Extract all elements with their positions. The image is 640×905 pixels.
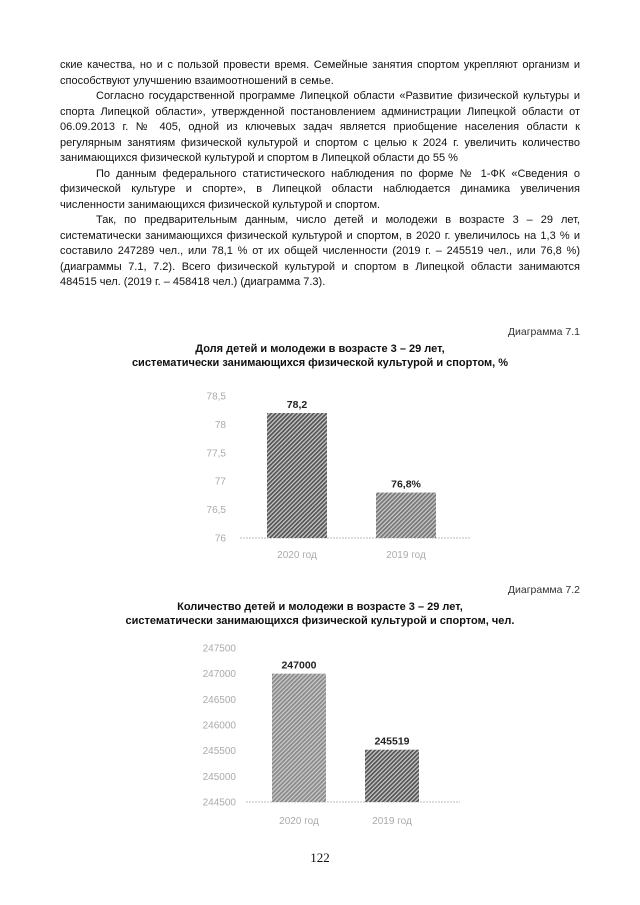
x-category-label: 2019 год bbox=[372, 816, 412, 827]
chart-title-7-2 bbox=[60, 600, 580, 628]
y-tick-label: 78,5 bbox=[206, 391, 226, 403]
paragraph: ские качества, но и с пользой провести время. Семейные занятия спортом укрепляют организм и способствуют улучшению взаимоотношений в семье. bbox=[60, 59, 580, 87]
x-category-label: 2020 год bbox=[277, 550, 317, 561]
y-tick-label: 246500 bbox=[202, 694, 236, 706]
bar-2019-год bbox=[376, 493, 436, 538]
body-text bbox=[60, 58, 580, 291]
y-tick-label: 245500 bbox=[202, 746, 236, 758]
chart-title-line: систематически занимающихся физической культурой и спортом, % bbox=[131, 357, 509, 369]
chart-title-7-1 bbox=[60, 342, 580, 370]
y-tick-label: 247000 bbox=[202, 669, 236, 681]
bar-chart-7-2 bbox=[0, 636, 640, 836]
y-tick-label: 247500 bbox=[202, 643, 236, 655]
chart-title-line: Количество детей и молодежи в возрасте 3 – 29 лет, bbox=[177, 601, 463, 613]
y-tick-label: 78 bbox=[214, 419, 226, 431]
bar-chart-7-1 bbox=[0, 378, 640, 578]
data-label: 76,8% bbox=[391, 478, 421, 491]
paragraph: Согласно государственной программе Липецкой области «Развитие физической культуры и спорта Липецкой области», утвержденной постановлением администрации Липецкой области от 06.09.2013 г. № 405, одной из ключевых задач является приобщение населения области к регулярным занятиям физической культурой и спортом с целью к 2024 г. увеличить количество занимающихся физической культурой и спортом в Липецкой области до 55 % bbox=[60, 90, 580, 164]
data-label: 247000 bbox=[281, 659, 317, 672]
y-tick-label: 76 bbox=[214, 533, 226, 545]
y-tick-label: 76,5 bbox=[206, 505, 226, 517]
data-label: 245519 bbox=[374, 735, 410, 748]
diagram-label-7-2: Диаграмма 7.2 bbox=[507, 584, 580, 596]
y-tick-label: 77,5 bbox=[206, 448, 226, 460]
paragraph: Так, по предварительным данным, число детей и молодежи в возрасте 3 – 29 лет, систематически занимающихся физической культурой и спортом, в 2020 г. увеличилось на 1,3 % и составило 247289 чел., или 78,1 % от их общей численности (2019 г. – 245519 чел., или 76,8 %) (диаграммы 7.1, 7.2). Всего физической культурой и спортом в Липецкой области занимаются 484515 чел. (2019 г. – 458418 чел.) (диаграмма 7.3). bbox=[60, 214, 580, 288]
paragraph: По данным федерального статистического наблюдения по форме № 1-ФК «Сведения о физической культуре и спорте», в Липецкой области наблюдается динамика увеличения численности занимающихся физической культурой и спортом. bbox=[60, 167, 580, 211]
x-category-label: 2019 год bbox=[386, 550, 426, 561]
y-tick-label: 77 bbox=[214, 476, 226, 488]
y-tick-label: 246000 bbox=[202, 720, 236, 732]
bar-2020-год bbox=[272, 674, 326, 802]
diagram-label-7-1: Диаграмма 7.1 bbox=[507, 326, 580, 338]
data-label: 78,2 bbox=[286, 399, 308, 412]
y-tick-label: 245000 bbox=[202, 771, 236, 783]
bar-2019-год bbox=[365, 750, 419, 802]
chart-title-line: Доля детей и молодежи в возрасте 3 – 29 лет, bbox=[195, 343, 445, 355]
page-number: 122 bbox=[310, 850, 330, 865]
chart-title-line: систематически занимающихся физической культурой и спортом, чел. bbox=[125, 615, 515, 627]
x-category-label: 2020 год bbox=[279, 816, 319, 827]
bar-2020-год bbox=[267, 413, 327, 538]
y-tick-label: 244500 bbox=[202, 797, 236, 809]
